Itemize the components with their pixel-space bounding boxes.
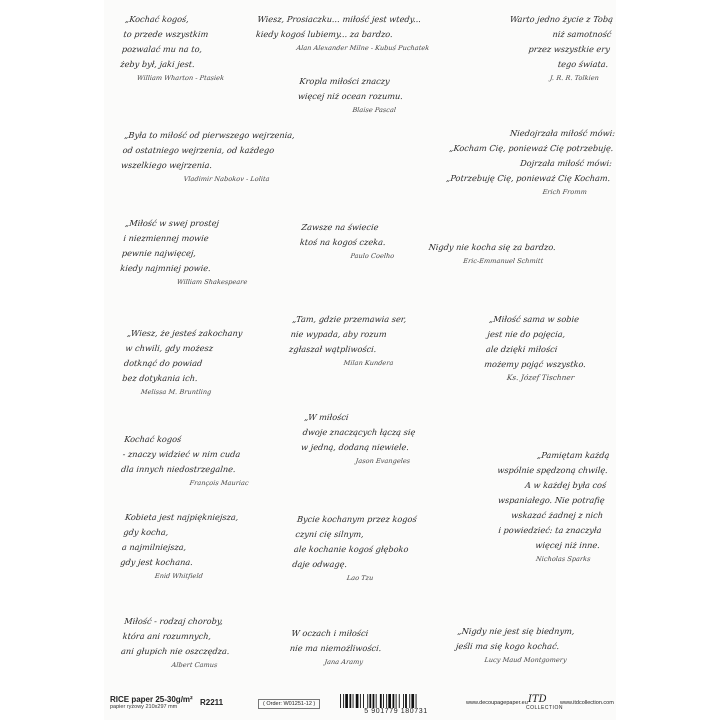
quote-fromm [390, 126, 616, 198]
quote-evangeles [299, 410, 418, 467]
quote-line: W oczach i miłości [290, 628, 369, 638]
quote-author: Jana Aramy [324, 658, 364, 666]
itd-logo: ITD [528, 694, 547, 705]
quote-line: od ostatniego wejrzenia, od każdego [122, 145, 275, 155]
quote-line: dla innych niedostrzegalne. [120, 464, 237, 474]
quote-line: Miłość - rodzaj choroby, [123, 616, 224, 626]
product-footer [108, 694, 612, 716]
website-link-itd[interactable]: www.itdcollection.com [560, 700, 614, 706]
quote-line: możemy pojąć wszystko. [483, 359, 587, 369]
quote-line: w chwili, gdy możesz [124, 343, 214, 353]
quote-author: Eric-Emmanuel Schmitt [462, 257, 544, 265]
quote-author: Albert Camus [171, 661, 218, 669]
quote-line: wspólnie spędzoną chwilę. [496, 465, 609, 475]
quote-line: pewnie najwięcej, [121, 248, 197, 258]
quote-line: Wiesz, Prosiaczku... miłość jest wtedy... [256, 14, 422, 24]
quote-author: Enid Whitfield [154, 572, 204, 580]
quote-line: ktoś na kogoś czeka. [299, 237, 387, 247]
quote-line: gdy kocha, [122, 527, 169, 537]
quote-line: to przede wszystkim [122, 29, 209, 39]
quote-author: Lucy Maud Montgomery [484, 656, 568, 664]
quote-line: bez dotykania ich. [121, 373, 199, 383]
quote-line: nie ma niemożliwości. [289, 643, 382, 653]
quote-line: wspaniałego. Nie potrafię [497, 495, 606, 505]
quote-line: wszelkiego wejrzenia. [120, 160, 213, 170]
quote-montgomery [454, 624, 575, 666]
quote-line: „Nigdy nie jest się biednym, [456, 626, 576, 636]
quote-line: Warto jedno życie z Tobą [509, 14, 614, 24]
quote-line: Bycie kochanym przez kogoś [296, 514, 418, 524]
quote-line: i niezmiennej mowie [122, 233, 210, 243]
product-type-label: RICE paper 25-30g/m² [110, 695, 193, 704]
quote-coelho [298, 220, 398, 262]
quote-line: więcej niż inne. [534, 540, 601, 550]
quote-line: Nigdy nie kocha się za bardzo. [428, 242, 557, 252]
quote-line: „Wiesz, że jesteś zakochany [126, 328, 243, 338]
quote-author: Melissa M. Bruntling [140, 388, 212, 396]
quote-line: Kochać kogoś [123, 434, 182, 444]
quote-line: „Pamiętam każdą [536, 450, 610, 460]
quote-line: Zawsze na świecie [300, 222, 380, 232]
quote-author: William Shakespeare [176, 278, 248, 286]
quote-line: wskazać żadnej z nich [510, 510, 604, 520]
quote-nabokov [119, 128, 296, 185]
quote-author: Lao Tzu [346, 574, 374, 582]
rice-paper-sheet [104, 0, 616, 720]
quote-line: Kobieta jest najpiękniejsza, [124, 512, 239, 522]
quote-author: François Mauriac [189, 479, 250, 487]
quote-line: kiedy najmniej powie. [119, 263, 212, 273]
quote-author: Nicholas Sparks [535, 555, 591, 563]
quote-schmitt [427, 240, 557, 267]
quote-line: „Była to miłość od pierwszego wejrzenia, [123, 130, 296, 140]
quote-line: przez wszystkie ery [528, 44, 611, 54]
quote-line: „Tam, gdzie przemawia ser, [291, 314, 408, 324]
quote-author: Ks. Józef Tischner [506, 373, 575, 382]
quote-line: niż samotność [552, 29, 612, 39]
quote-line: ale kochanie kogoś głęboko [293, 544, 410, 554]
website-link-decoupage[interactable]: www.decoupagepaper.eu [466, 700, 528, 706]
quote-line: i powiedzieć: ta znaczyła [497, 525, 603, 535]
quote-line: Kropla miłości znaczy [298, 76, 391, 86]
quote-camus [119, 614, 233, 671]
quote-author: J. R. R. Tolkien [549, 74, 600, 82]
quote-line: a najmilniejsza, [121, 542, 187, 552]
quote-line: pozwalać mu na to, [121, 44, 203, 54]
quote-author: Paulo Coelho [350, 252, 395, 260]
quote-line: która ani rozumnych, [122, 631, 212, 641]
quote-line: gdy jest kochana. [119, 557, 194, 567]
quote-line: Niedojrzała miłość mówi: [509, 128, 616, 138]
quote-line: zgłaszał wątpliwości. [288, 344, 377, 354]
quote-line: jest nie do pojęcia, [486, 329, 566, 339]
quote-line: jeśli ma się kogo kochać. [455, 641, 560, 651]
quote-author: Jason Evangeles [355, 457, 411, 465]
quote-shakespeare [118, 216, 254, 288]
quote-tischner [482, 312, 591, 384]
quote-line: „Kochać kogoś, [124, 14, 190, 24]
quote-line: więcej niż ocean rozumu. [297, 91, 404, 101]
quote-bruntling [120, 326, 243, 398]
quote-wharton [118, 12, 231, 84]
order-number: ( Order: W01251-12 ) [258, 699, 320, 709]
quote-line: kiedy kogoś lubiemy... za bardzo. [255, 29, 394, 39]
paper-size-label: papier ryżowy 210x297 mm [110, 704, 178, 710]
quote-line: dwoje znaczących łączą się [302, 427, 416, 437]
quote-whitfield [118, 510, 239, 582]
product-code: R2211 [200, 698, 224, 707]
quote-line: daje odwagę. [291, 559, 348, 569]
quote-line: „Miłość w swej prostej [124, 218, 220, 228]
quote-author: Milan Kundera [343, 359, 394, 367]
quote-line: czyni cię silnym, [294, 529, 365, 539]
quote-line: „Miłość sama w sobie [488, 314, 580, 324]
quote-line: nie wypada, aby rozum [290, 329, 388, 339]
quote-line: ale dzięki miłości [485, 344, 558, 354]
quote-line: Dojrzała miłość mówi: [519, 158, 613, 168]
quote-milne [254, 12, 433, 54]
quote-line: A w każdej była coś [524, 480, 607, 490]
quote-line: żeby był, jaki jest. [119, 59, 196, 69]
quote-laotzu [290, 512, 417, 584]
quote-aramy [288, 626, 384, 668]
quote-tolkien [460, 12, 614, 84]
quote-author: Vladimir Nabokov - Lolita [183, 175, 270, 183]
quote-line: - znaczy widzieć w nim cuda [122, 449, 241, 459]
quote-sparks [436, 448, 610, 565]
quote-author: William Wharton - Ptasiek [136, 74, 225, 82]
quote-line: „Kocham Cię, ponieważ Cię potrzebuję. [448, 143, 614, 153]
quote-pascal [296, 74, 405, 116]
itd-logo-sub: COLLECTION [526, 705, 563, 711]
quote-line: „W miłości [303, 412, 350, 422]
barcode-number: 5 901779 180731 [336, 708, 456, 715]
quote-mauriac [119, 432, 254, 489]
quote-line: tego świata. [557, 59, 609, 69]
quote-author: Blaise Pascal [352, 106, 397, 114]
quote-line: w jedną, dodaną niewiele. [300, 442, 410, 452]
quote-line: „Potrzebuję Cię, ponieważ Cię Kocham. [445, 173, 611, 183]
quote-author: Erich Fromm [542, 188, 588, 196]
quote-line: ani głupich nie oszczędza. [120, 646, 231, 656]
quote-line: dotknąć do powiad [123, 358, 203, 368]
quote-author: Alan Alexander Milne - Kubuś Puchatek [296, 44, 430, 52]
quote-kundera [287, 312, 407, 369]
